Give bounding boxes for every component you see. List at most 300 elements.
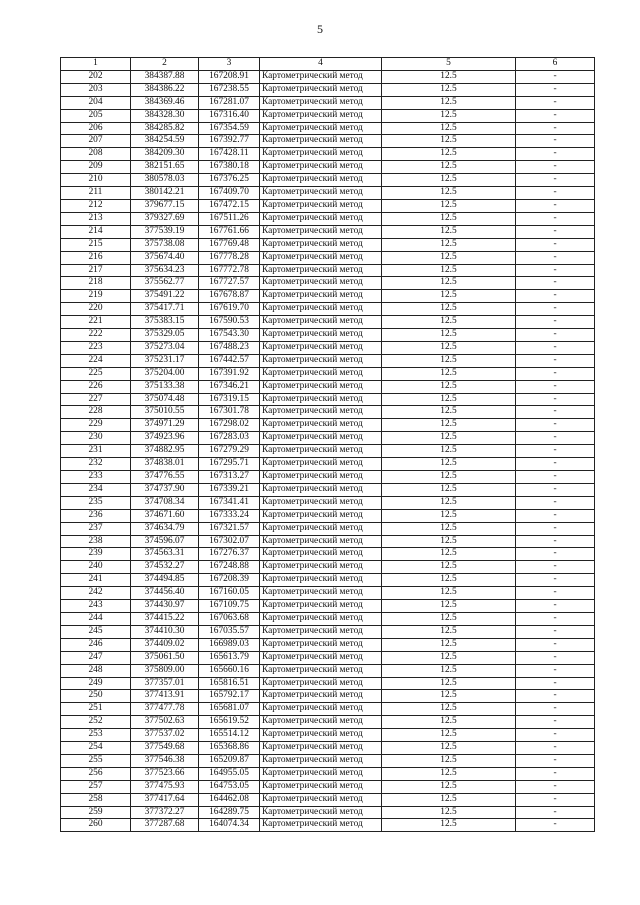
table-row	[61, 264, 595, 277]
note-cell: -	[516, 303, 595, 316]
point-number-cell: 253	[61, 729, 131, 742]
x-coordinate-cell: 377357.01	[131, 677, 199, 690]
method-cell: Картометрический метод	[260, 341, 382, 354]
y-coordinate-cell: 167319.15	[199, 393, 260, 406]
accuracy-cell: 12.5	[382, 780, 516, 793]
table-row	[61, 548, 595, 561]
accuracy-cell: 12.5	[382, 742, 516, 755]
note-cell: -	[516, 483, 595, 496]
note-cell: -	[516, 109, 595, 122]
y-coordinate-cell: 165209.87	[199, 754, 260, 767]
point-number-cell: 242	[61, 587, 131, 600]
table-row	[61, 535, 595, 548]
table-row	[61, 716, 595, 729]
point-number-cell: 240	[61, 561, 131, 574]
note-cell: -	[516, 83, 595, 96]
table-row	[61, 496, 595, 509]
table-row	[61, 406, 595, 419]
table-row	[61, 161, 595, 174]
y-coordinate-cell: 167590.53	[199, 316, 260, 329]
accuracy-cell: 12.5	[382, 471, 516, 484]
x-coordinate-cell: 377287.68	[131, 819, 199, 832]
table-row	[61, 574, 595, 587]
note-cell: -	[516, 122, 595, 135]
method-cell: Картометрический метод	[260, 354, 382, 367]
point-number-cell: 252	[61, 716, 131, 729]
method-cell: Картометрический метод	[260, 316, 382, 329]
point-number-cell: 245	[61, 625, 131, 638]
note-cell: -	[516, 806, 595, 819]
coordinates-table	[60, 57, 595, 832]
y-coordinate-cell: 167301.78	[199, 406, 260, 419]
point-number-cell: 216	[61, 251, 131, 264]
method-cell: Картометрический метод	[260, 625, 382, 638]
point-number-cell: 244	[61, 612, 131, 625]
accuracy-cell: 12.5	[382, 109, 516, 122]
note-cell: -	[516, 638, 595, 651]
point-number-cell: 257	[61, 780, 131, 793]
x-coordinate-cell: 374532.27	[131, 561, 199, 574]
point-number-cell: 228	[61, 406, 131, 419]
x-coordinate-cell: 374776.55	[131, 471, 199, 484]
accuracy-cell: 12.5	[382, 535, 516, 548]
accuracy-cell: 12.5	[382, 316, 516, 329]
method-cell: Картометрический метод	[260, 122, 382, 135]
accuracy-cell: 12.5	[382, 70, 516, 83]
accuracy-cell: 12.5	[382, 729, 516, 742]
point-number-cell: 258	[61, 793, 131, 806]
table-row	[61, 290, 595, 303]
note-cell: -	[516, 496, 595, 509]
y-coordinate-cell: 167778.28	[199, 251, 260, 264]
accuracy-cell: 12.5	[382, 638, 516, 651]
table-row	[61, 316, 595, 329]
x-coordinate-cell: 374596.07	[131, 535, 199, 548]
point-number-cell: 247	[61, 651, 131, 664]
point-number-cell: 222	[61, 329, 131, 342]
accuracy-cell: 12.5	[382, 148, 516, 161]
accuracy-cell: 12.5	[382, 600, 516, 613]
method-cell: Картометрический метод	[260, 432, 382, 445]
table-header-row	[61, 58, 595, 71]
table-row	[61, 767, 595, 780]
point-number-cell: 251	[61, 703, 131, 716]
note-cell: -	[516, 703, 595, 716]
x-coordinate-cell: 375562.77	[131, 277, 199, 290]
y-coordinate-cell: 167160.05	[199, 587, 260, 600]
y-coordinate-cell: 164289.75	[199, 806, 260, 819]
point-number-cell: 243	[61, 600, 131, 613]
table-row	[61, 96, 595, 109]
y-coordinate-cell: 167063.68	[199, 612, 260, 625]
y-coordinate-cell: 167392.77	[199, 135, 260, 148]
y-coordinate-cell: 165619.52	[199, 716, 260, 729]
y-coordinate-cell: 166989.03	[199, 638, 260, 651]
y-coordinate-cell: 164074.34	[199, 819, 260, 832]
accuracy-cell: 12.5	[382, 458, 516, 471]
accuracy-cell: 12.5	[382, 806, 516, 819]
table-row	[61, 664, 595, 677]
note-cell: -	[516, 199, 595, 212]
accuracy-cell: 12.5	[382, 664, 516, 677]
note-cell: -	[516, 393, 595, 406]
note-cell: -	[516, 793, 595, 806]
table-row	[61, 225, 595, 238]
y-coordinate-cell: 167769.48	[199, 238, 260, 251]
method-cell: Картометрический метод	[260, 225, 382, 238]
point-number-cell: 249	[61, 677, 131, 690]
x-coordinate-cell: 374415.22	[131, 612, 199, 625]
accuracy-cell: 12.5	[382, 754, 516, 767]
point-number-cell: 229	[61, 419, 131, 432]
x-coordinate-cell: 380142.21	[131, 187, 199, 200]
accuracy-cell: 12.5	[382, 225, 516, 238]
accuracy-cell: 12.5	[382, 625, 516, 638]
accuracy-cell: 12.5	[382, 651, 516, 664]
y-coordinate-cell: 167391.92	[199, 367, 260, 380]
note-cell: -	[516, 600, 595, 613]
y-coordinate-cell: 167035.57	[199, 625, 260, 638]
method-cell: Картометрический метод	[260, 483, 382, 496]
table-row	[61, 651, 595, 664]
method-cell: Картометрический метод	[260, 148, 382, 161]
point-number-cell: 248	[61, 664, 131, 677]
x-coordinate-cell: 380578.03	[131, 174, 199, 187]
y-coordinate-cell: 167678.87	[199, 290, 260, 303]
method-cell: Картометрический метод	[260, 535, 382, 548]
x-coordinate-cell: 374494.85	[131, 574, 199, 587]
note-cell: -	[516, 135, 595, 148]
table-row	[61, 380, 595, 393]
accuracy-cell: 12.5	[382, 406, 516, 419]
table-row	[61, 483, 595, 496]
point-number-cell: 203	[61, 83, 131, 96]
table-row	[61, 638, 595, 651]
method-cell: Картометрический метод	[260, 767, 382, 780]
x-coordinate-cell: 374456.40	[131, 587, 199, 600]
x-coordinate-cell: 377477.78	[131, 703, 199, 716]
accuracy-cell: 12.5	[382, 122, 516, 135]
note-cell: -	[516, 406, 595, 419]
y-coordinate-cell: 164955.05	[199, 767, 260, 780]
note-cell: -	[516, 70, 595, 83]
note-cell: -	[516, 535, 595, 548]
table-row	[61, 354, 595, 367]
method-cell: Картометрический метод	[260, 587, 382, 600]
x-coordinate-cell: 375417.71	[131, 303, 199, 316]
x-coordinate-cell: 375329.05	[131, 329, 199, 342]
y-coordinate-cell: 167208.91	[199, 70, 260, 83]
note-cell: -	[516, 432, 595, 445]
table-row	[61, 122, 595, 135]
note-cell: -	[516, 419, 595, 432]
note-cell: -	[516, 561, 595, 574]
accuracy-cell: 12.5	[382, 251, 516, 264]
method-cell: Картометрический метод	[260, 367, 382, 380]
method-cell: Картометрический метод	[260, 651, 382, 664]
point-number-cell: 225	[61, 367, 131, 380]
column-header-2: 2	[131, 58, 199, 71]
point-number-cell: 256	[61, 767, 131, 780]
method-cell: Картометрический метод	[260, 70, 382, 83]
table-row	[61, 199, 595, 212]
column-header-5: 5	[382, 58, 516, 71]
accuracy-cell: 12.5	[382, 96, 516, 109]
point-number-cell: 254	[61, 742, 131, 755]
point-number-cell: 215	[61, 238, 131, 251]
x-coordinate-cell: 384209.30	[131, 148, 199, 161]
accuracy-cell: 12.5	[382, 432, 516, 445]
note-cell: -	[516, 161, 595, 174]
note-cell: -	[516, 664, 595, 677]
point-number-cell: 202	[61, 70, 131, 83]
note-cell: -	[516, 574, 595, 587]
note-cell: -	[516, 471, 595, 484]
x-coordinate-cell: 374882.95	[131, 445, 199, 458]
method-cell: Картометрический метод	[260, 612, 382, 625]
note-cell: -	[516, 677, 595, 690]
accuracy-cell: 12.5	[382, 174, 516, 187]
table-row	[61, 703, 595, 716]
method-cell: Картометрический метод	[260, 277, 382, 290]
method-cell: Картометрический метод	[260, 109, 382, 122]
point-number-cell: 235	[61, 496, 131, 509]
note-cell: -	[516, 290, 595, 303]
x-coordinate-cell: 377523.66	[131, 767, 199, 780]
point-number-cell: 204	[61, 96, 131, 109]
y-coordinate-cell: 167472.15	[199, 199, 260, 212]
point-number-cell: 214	[61, 225, 131, 238]
note-cell: -	[516, 174, 595, 187]
x-coordinate-cell: 375491.22	[131, 290, 199, 303]
note-cell: -	[516, 754, 595, 767]
method-cell: Картометрический метод	[260, 303, 382, 316]
point-number-cell: 255	[61, 754, 131, 767]
point-number-cell: 233	[61, 471, 131, 484]
method-cell: Картометрический метод	[260, 96, 382, 109]
x-coordinate-cell: 374708.34	[131, 496, 199, 509]
table-row	[61, 187, 595, 200]
y-coordinate-cell: 165816.51	[199, 677, 260, 690]
x-coordinate-cell: 377546.38	[131, 754, 199, 767]
x-coordinate-cell: 384386.22	[131, 83, 199, 96]
table-row	[61, 600, 595, 613]
method-cell: Картометрический метод	[260, 754, 382, 767]
point-number-cell: 259	[61, 806, 131, 819]
page-number: 5	[317, 22, 323, 36]
note-cell: -	[516, 341, 595, 354]
x-coordinate-cell: 375061.50	[131, 651, 199, 664]
y-coordinate-cell: 167321.57	[199, 522, 260, 535]
accuracy-cell: 12.5	[382, 522, 516, 535]
x-coordinate-cell: 377475.93	[131, 780, 199, 793]
accuracy-cell: 12.5	[382, 199, 516, 212]
table-row	[61, 277, 595, 290]
y-coordinate-cell: 167248.88	[199, 561, 260, 574]
x-coordinate-cell: 377413.91	[131, 690, 199, 703]
table-row	[61, 445, 595, 458]
table-row	[61, 729, 595, 742]
table-row	[61, 509, 595, 522]
accuracy-cell: 12.5	[382, 690, 516, 703]
table-row	[61, 367, 595, 380]
y-coordinate-cell: 167488.23	[199, 341, 260, 354]
x-coordinate-cell: 377537.02	[131, 729, 199, 742]
method-cell: Картометрический метод	[260, 522, 382, 535]
method-cell: Картометрический метод	[260, 548, 382, 561]
table-row	[61, 561, 595, 574]
table-row	[61, 522, 595, 535]
accuracy-cell: 12.5	[382, 703, 516, 716]
method-cell: Картометрический метод	[260, 83, 382, 96]
y-coordinate-cell: 167511.26	[199, 212, 260, 225]
note-cell: -	[516, 251, 595, 264]
y-coordinate-cell: 167761.66	[199, 225, 260, 238]
table-row	[61, 780, 595, 793]
x-coordinate-cell: 375634.23	[131, 264, 199, 277]
x-coordinate-cell: 375273.04	[131, 341, 199, 354]
point-number-cell: 213	[61, 212, 131, 225]
table-row	[61, 458, 595, 471]
point-number-cell: 207	[61, 135, 131, 148]
table-row	[61, 819, 595, 832]
method-cell: Картометрический метод	[260, 445, 382, 458]
accuracy-cell: 12.5	[382, 561, 516, 574]
point-number-cell: 231	[61, 445, 131, 458]
x-coordinate-cell: 374923.96	[131, 432, 199, 445]
method-cell: Картометрический метод	[260, 806, 382, 819]
table-row	[61, 212, 595, 225]
x-coordinate-cell: 377417.64	[131, 793, 199, 806]
note-cell: -	[516, 548, 595, 561]
point-number-cell: 221	[61, 316, 131, 329]
table-row	[61, 625, 595, 638]
table-row	[61, 806, 595, 819]
accuracy-cell: 12.5	[382, 187, 516, 200]
method-cell: Картометрический метод	[260, 664, 382, 677]
y-coordinate-cell: 165514.12	[199, 729, 260, 742]
y-coordinate-cell: 167208.39	[199, 574, 260, 587]
note-cell: -	[516, 612, 595, 625]
y-coordinate-cell: 167281.07	[199, 96, 260, 109]
table-row	[61, 612, 595, 625]
x-coordinate-cell: 375674.40	[131, 251, 199, 264]
method-cell: Картометрический метод	[260, 199, 382, 212]
method-cell: Картометрический метод	[260, 458, 382, 471]
x-coordinate-cell: 377539.19	[131, 225, 199, 238]
table-body	[61, 70, 595, 831]
accuracy-cell: 12.5	[382, 354, 516, 367]
x-coordinate-cell: 384328.30	[131, 109, 199, 122]
note-cell: -	[516, 716, 595, 729]
point-number-cell: 217	[61, 264, 131, 277]
note-cell: -	[516, 187, 595, 200]
y-coordinate-cell: 167727.57	[199, 277, 260, 290]
note-cell: -	[516, 264, 595, 277]
y-coordinate-cell: 167442.57	[199, 354, 260, 367]
x-coordinate-cell: 374634.79	[131, 522, 199, 535]
point-number-cell: 210	[61, 174, 131, 187]
point-number-cell: 211	[61, 187, 131, 200]
note-cell: -	[516, 238, 595, 251]
y-coordinate-cell: 165613.79	[199, 651, 260, 664]
x-coordinate-cell: 374563.31	[131, 548, 199, 561]
method-cell: Картометрический метод	[260, 561, 382, 574]
note-cell: -	[516, 690, 595, 703]
accuracy-cell: 12.5	[382, 496, 516, 509]
table-row	[61, 109, 595, 122]
accuracy-cell: 12.5	[382, 767, 516, 780]
accuracy-cell: 12.5	[382, 445, 516, 458]
method-cell: Картометрический метод	[260, 212, 382, 225]
point-number-cell: 218	[61, 277, 131, 290]
accuracy-cell: 12.5	[382, 393, 516, 406]
x-coordinate-cell: 375010.55	[131, 406, 199, 419]
note-cell: -	[516, 148, 595, 161]
table-row	[61, 303, 595, 316]
x-coordinate-cell: 374838.01	[131, 458, 199, 471]
x-coordinate-cell: 375231.17	[131, 354, 199, 367]
method-cell: Картометрический метод	[260, 509, 382, 522]
method-cell: Картометрический метод	[260, 406, 382, 419]
table-row	[61, 742, 595, 755]
y-coordinate-cell: 167354.59	[199, 122, 260, 135]
table-row	[61, 341, 595, 354]
y-coordinate-cell: 165792.17	[199, 690, 260, 703]
note-cell: -	[516, 780, 595, 793]
y-coordinate-cell: 167376.25	[199, 174, 260, 187]
table-row	[61, 419, 595, 432]
accuracy-cell: 12.5	[382, 380, 516, 393]
accuracy-cell: 12.5	[382, 612, 516, 625]
y-coordinate-cell: 167109.75	[199, 600, 260, 613]
x-coordinate-cell: 377372.27	[131, 806, 199, 819]
y-coordinate-cell: 167279.29	[199, 445, 260, 458]
x-coordinate-cell: 377549.68	[131, 742, 199, 755]
y-coordinate-cell: 167298.02	[199, 419, 260, 432]
point-number-cell: 209	[61, 161, 131, 174]
note-cell: -	[516, 729, 595, 742]
x-coordinate-cell: 374971.29	[131, 419, 199, 432]
x-coordinate-cell: 384285.82	[131, 122, 199, 135]
point-number-cell: 234	[61, 483, 131, 496]
table-row	[61, 432, 595, 445]
y-coordinate-cell: 167316.40	[199, 109, 260, 122]
x-coordinate-cell: 375133.38	[131, 380, 199, 393]
table-row	[61, 754, 595, 767]
method-cell: Картометрический метод	[260, 380, 382, 393]
note-cell: -	[516, 96, 595, 109]
accuracy-cell: 12.5	[382, 587, 516, 600]
y-coordinate-cell: 167276.37	[199, 548, 260, 561]
method-cell: Картометрический метод	[260, 574, 382, 587]
y-coordinate-cell: 164753.05	[199, 780, 260, 793]
note-cell: -	[516, 651, 595, 664]
point-number-cell: 241	[61, 574, 131, 587]
point-number-cell: 230	[61, 432, 131, 445]
table-row	[61, 393, 595, 406]
note-cell: -	[516, 367, 595, 380]
y-coordinate-cell: 167302.07	[199, 535, 260, 548]
y-coordinate-cell: 165660.16	[199, 664, 260, 677]
x-coordinate-cell: 384387.88	[131, 70, 199, 83]
y-coordinate-cell: 167333.24	[199, 509, 260, 522]
note-cell: -	[516, 225, 595, 238]
accuracy-cell: 12.5	[382, 264, 516, 277]
point-number-cell: 246	[61, 638, 131, 651]
table-row	[61, 148, 595, 161]
accuracy-cell: 12.5	[382, 793, 516, 806]
